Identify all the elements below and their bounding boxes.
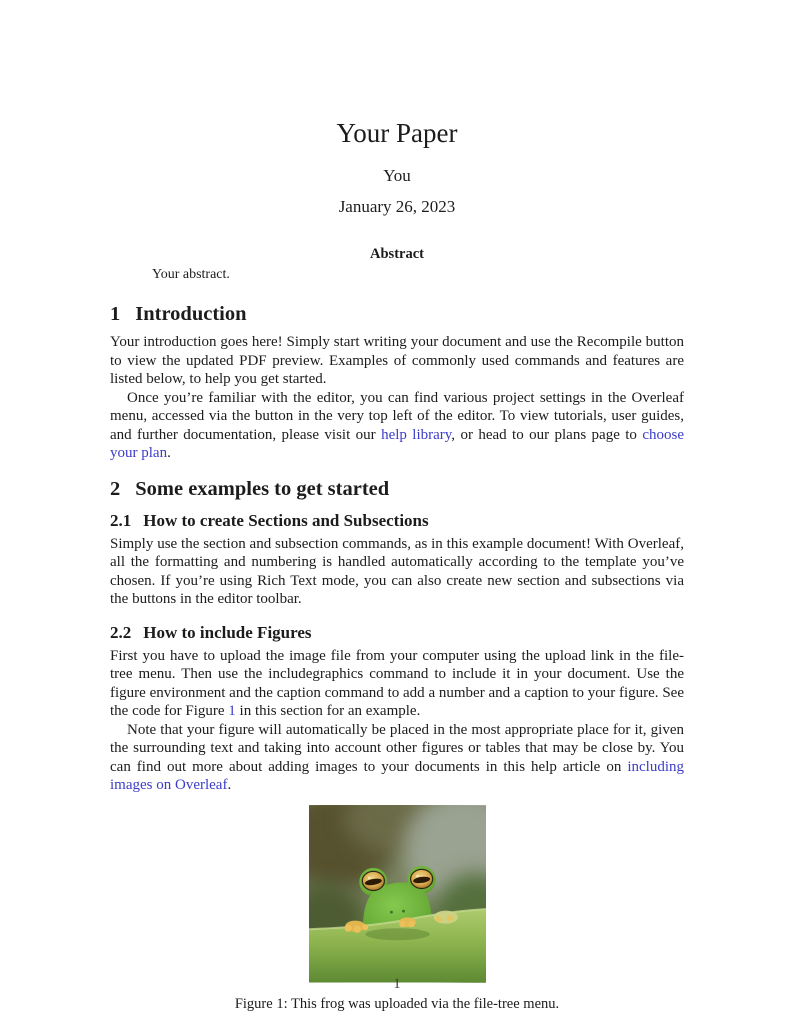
abstract-text: Your abstract. (152, 267, 230, 282)
subsection-2-1-number: 2.1 (110, 510, 132, 530)
paper-title: Your Paper (336, 118, 458, 148)
figure-1-ref-link[interactable]: 1 (228, 703, 236, 719)
section-1-number: 1 (110, 303, 121, 325)
subsection-2-2-title: How to include Figures (143, 622, 312, 642)
section-1-title: Introduction (135, 303, 247, 325)
figures-p1-text-a: First you have to upload the image file from your computer using the upload link in the file-tree menu. Then use the includegraphics command to include it in your document. Use the figure environment and the caption command to add a number and a caption to your figure. See the code for Figure (110, 647, 684, 719)
title-block (110, 116, 684, 218)
abstract-section (110, 245, 684, 284)
figures-paragraph-2 (110, 721, 684, 795)
figures-p1-text-b: in this section for an example. (235, 703, 421, 719)
intro-paragraph-1: Your introduction goes here! Simply start writing your document and use the Recompile button to view the updated PDF preview. Examples of commonly used commands and features are listed below, to help you get started. (110, 334, 684, 387)
intro-p2-text-a: Once you’re familiar with the editor, you can find various project settings in the Overleaf menu, accessed via the button in the very top left of the editor. To view tutorials, user guides, and further documentation, please visit our (110, 389, 684, 443)
section-2-heading (110, 477, 684, 502)
choose-your-plan-link[interactable]: choose your plan (110, 426, 684, 461)
figure-1-caption: Figure 1: This frog was uploaded via the file-tree menu. (234, 995, 560, 1012)
intro-p2-text-b: , or head to our plans page to (451, 426, 643, 443)
figures-paragraph-1 (110, 647, 684, 721)
section-2-number: 2 (110, 477, 121, 500)
sections-paragraph: Simply use the section and subsection commands, as in this example document! With Overleaf, all the formatting and numbering is handled automatically according to the template you’ve chosen. If you’re using Rich Text mode, you can also create new section and subsections via the buttons in the editor toolbar. (110, 535, 684, 607)
figures-p2-text-b: . (227, 777, 232, 793)
help-library-link[interactable]: help library (381, 426, 452, 443)
paper-date: January 26, 2023 (338, 197, 456, 216)
intro-paragraph-2 (110, 389, 684, 463)
page-content (110, 0, 684, 1013)
section-1-heading (110, 302, 684, 327)
abstract-heading: Abstract (370, 246, 424, 262)
subsection-2-2-number: 2.2 (110, 622, 132, 642)
intro-p2-text-c: . (167, 445, 171, 461)
figures-p2-text-a: Note that your figure will automatically be placed in the most appropriate place for it, given the surrounding text and taking into account other figures or tables that may be close by. You can find out more about adding images to your documents in this help article on (110, 721, 684, 775)
subsection-2-2-heading (110, 622, 684, 643)
subsection-2-1-title: How to create Sections and Subsections (143, 510, 429, 530)
frog-image (309, 805, 486, 983)
subsection-2-1-heading (110, 510, 684, 531)
section-2-title: Some examples to get started (135, 477, 390, 500)
page-number: 1 (393, 976, 401, 992)
paper-author: You (383, 166, 411, 185)
including-images-link[interactable]: including images on Overleaf (110, 758, 684, 793)
